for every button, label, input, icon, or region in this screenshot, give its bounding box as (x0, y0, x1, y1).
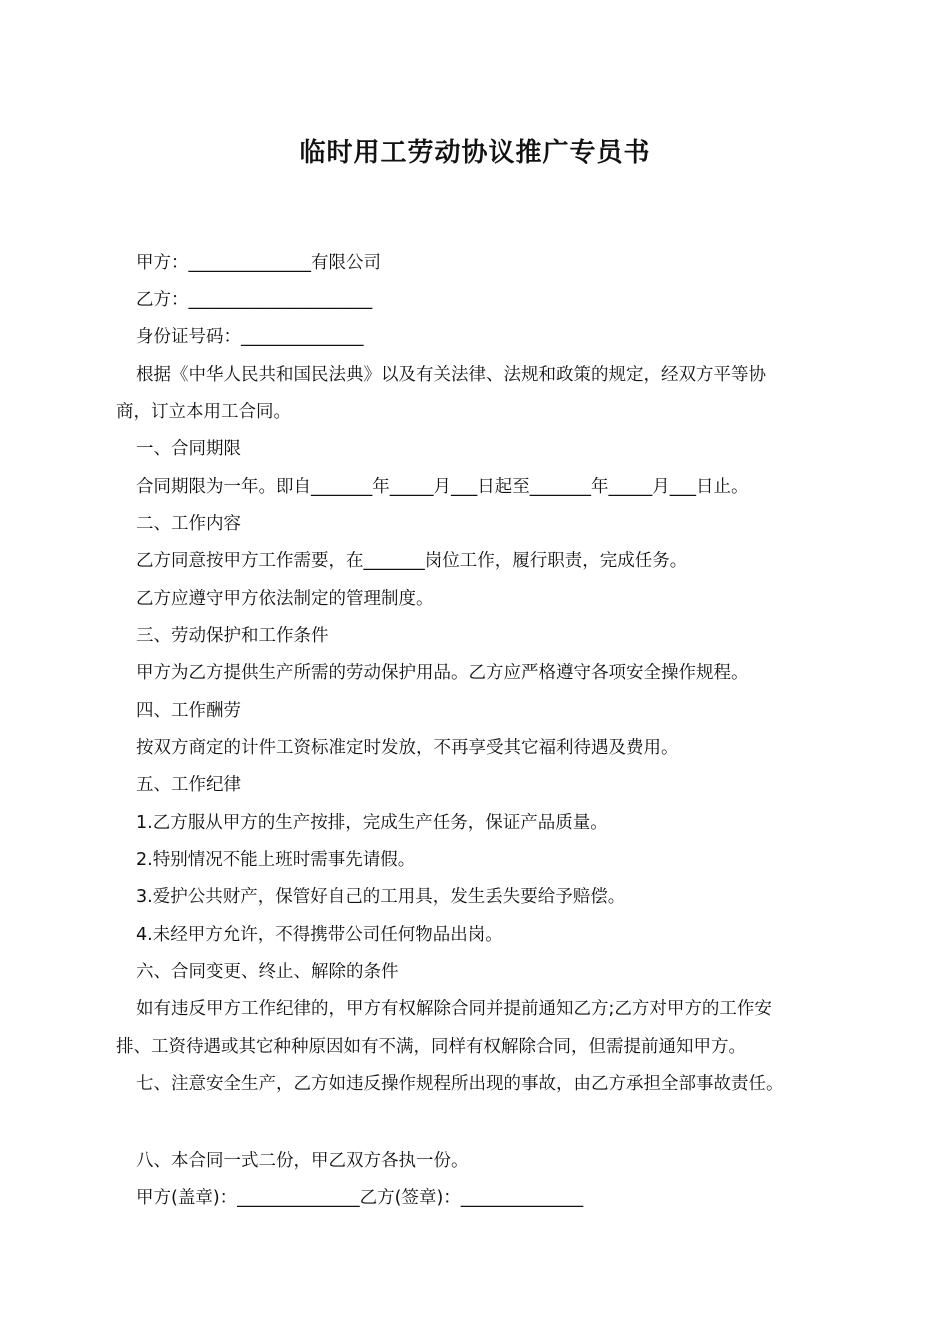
termination-line-1: 如有违反甲方工作纪律的，甲方有权解除合同并提前通知乙方;乙方对甲方的工作安 (136, 999, 772, 1019)
section-2-heading: 二、工作内容 (136, 514, 241, 534)
id-number-line: 身份证号码：______________ (136, 327, 364, 347)
work-content-line-1: 乙方同意按甲方工作需要，在_______岗位工作，履行职责，完成任务。 (136, 551, 688, 571)
preamble-line-1: 根据《中华人民共和国民法典》以及有关法律、法规和政策的规定，经双方平等协 (136, 365, 766, 385)
section-7-line: 七、注意安全生产，乙方如违反操作规程所出现的事故，由乙方承担全部事故责任。 (136, 1074, 784, 1094)
section-5-heading: 五、工作纪律 (136, 775, 241, 795)
work-content-line-2: 乙方应遵守甲方依法制定的管理制度。 (136, 589, 434, 609)
preamble-line-2: 商，订立本用工合同。 (116, 402, 291, 422)
section-6-heading: 六、合同变更、终止、解除的条件 (136, 962, 399, 982)
section-8-line: 八、本合同一式二份，甲乙双方各执一份。 (136, 1151, 469, 1171)
discipline-item-2: 2.特别情况不能上班时需事先请假。 (136, 850, 416, 870)
discipline-item-1: 1.乙方服从甲方的生产按排，完成生产任务，保证产品质量。 (136, 813, 608, 833)
termination-line-2: 排、工资待遇或其它种种原因如有不满，同样有权解除合同，但需提前通知甲方。 (116, 1037, 746, 1057)
section-4-heading: 四、工作酬劳 (136, 701, 241, 721)
labor-protection-line: 甲方为乙方提供生产所需的劳动保护用品。乙方应严格遵守各项安全操作规程。 (136, 663, 749, 683)
discipline-item-4: 4.未经甲方允许，不得携带公司任何物品出岗。 (136, 925, 503, 945)
document-title: 临时用工劳动协议推广专员书 (299, 138, 651, 168)
contract-term-line: 合同期限为一年。即自_______年_____月___日起至_______年_____月___日止。 (136, 477, 749, 497)
section-3-heading: 三、劳动保护和工作条件 (136, 626, 329, 646)
party-b-line: 乙方：_____________________ (136, 290, 373, 310)
signature-line: 甲方(盖章)：______________乙方(签章)：______________ (136, 1188, 584, 1208)
section-1-heading: 一、合同期限 (136, 439, 241, 459)
party-a-line: 甲方：______________有限公司 (136, 253, 381, 273)
discipline-item-3: 3.爱护公共财产，保管好自己的工用具，发生丢失要给予赔偿。 (136, 887, 626, 907)
remuneration-line: 按双方商定的计件工资标准定时发放，不再享受其它福利待遇及费用。 (136, 738, 679, 758)
